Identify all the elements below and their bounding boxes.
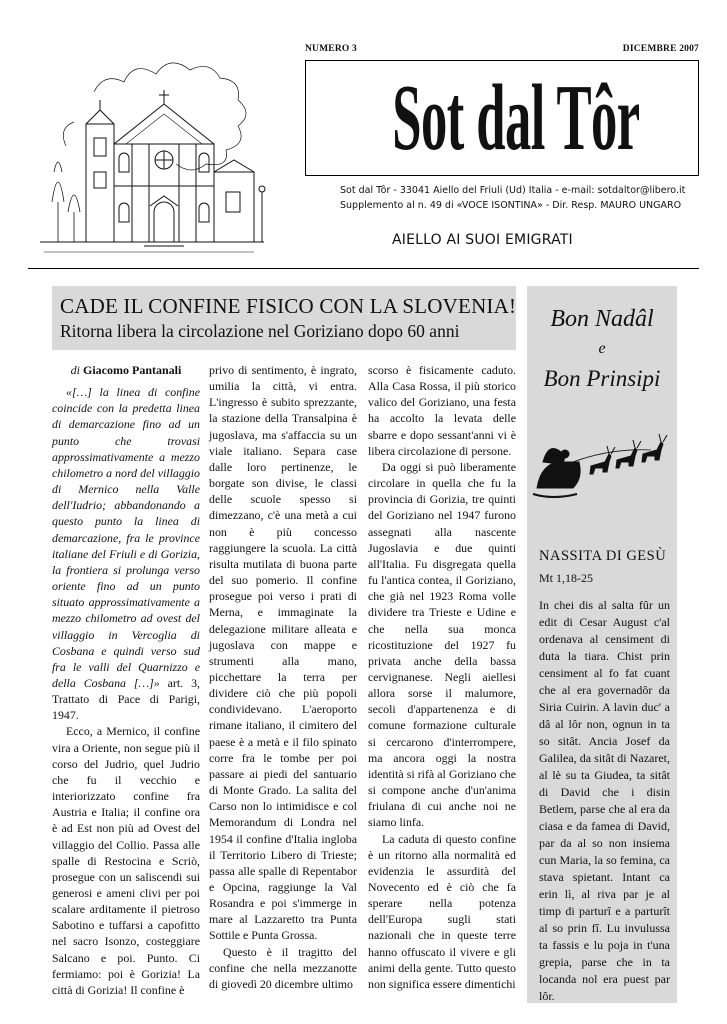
quote-text: «[…] la linea di confine coincide con la predetta linea di demarcazione fino ad un punto che trovasi approssimativamente a mezzo chilometro a nord del villaggio di Mernico nella Valle dell'Iudrio; abbandonando a questo punto la linea di demarcazione, fra le province italiane del Friuli e di Gorizia, la frontiera si prolunga verso oriente fino ad un punto situato approssimativamente a mezzo chilometro ad ovest del villaggio in Vercoglia di Cosbana e quindi verso sud fra le valli del Quarnizzo e della Cosbana […]»	[52, 385, 200, 690]
sidebar	[527, 286, 677, 1003]
article-column-1	[52, 362, 200, 998]
article-subheadline: Ritorna libera la circolazione nel Goriziano dopo 60 anni	[60, 321, 460, 341]
tagline: AIELLO AI SUOI EMIGRATI	[392, 232, 573, 248]
article-column-2	[209, 362, 357, 992]
article-headline: CADE IL CONFINE FISICO CON LA SLOVENIA!	[60, 294, 517, 318]
church-illustration	[34, 52, 274, 262]
article-quote	[52, 384, 200, 723]
sleigh-illustration	[531, 428, 677, 508]
issue-date: DICEMBRE 2007	[622, 44, 699, 54]
scripture-reference: Mt 1,18-25	[539, 571, 593, 585]
masthead	[305, 60, 699, 176]
greeting-line: Bon Prinsipi	[543, 366, 661, 391]
newspaper-title: Sot dal Tôr	[392, 66, 640, 170]
greeting-line: e	[598, 340, 606, 357]
article-paragraph: Da oggi si può liberamente circolare in quella che fu la provincia di Gorizia, tre quinti del Goriziano nel 1947 furono assegnati alla nascente Jugoslavia e due quinti all'Italia. Fu disgregata quella fu l'antica contea, il Goriziano, che già nel 1923 Roma volle dividere tra Trieste e Udine e che nella sua monca ricostituzione del 1927 fu privata anche della bassa cervignanese. Negli aiellesi allora sorse il malumore, secoli d'appartenenza e di comune formazione culturale si cercarono d'interrompere, ma ancora oggi la nostra identità si rifà al Goriziano che si compone anche d'un'anima friulana di cui anche noi ne siamo linfa.	[368, 459, 516, 830]
byline-prefix: di	[70, 363, 80, 377]
byline	[52, 362, 200, 378]
issue-number: NUMERO 3	[305, 44, 357, 54]
article-paragraph: scorso è fisicamente caduto. Alla Casa Rossa, il più storico valico del Goriziano, una festa ha accolto la levata delle sbarre e dopo sessant'anni vi è libera circolazione di persone.	[368, 363, 516, 458]
section-title: NASSITA DI GESÙ	[539, 548, 667, 564]
quote-source: art. 3, Trattato di Pace di Parigi, 1947.	[52, 675, 200, 723]
article-paragraph: Ecco, a Mernico, il confine vira a Oriente, non segue più il corso del Judrio, quel Judrio che fu il vecchio e interiorizzato confine fra Austria e Italia; il confine ora è ad Est non più ad Ovest del villaggio del Collio. Passa alle spalle di Restocina e Scriò, prosegue con un saliscendi sui generosi e ameni clivi per poi scalare arditamente il pietroso Sabotino e tuffarsi a capofitto nel sacro Isonzo, costeggiare Salcano e poi. Punto. Ci fermiamo: poi è Gorizia! La città di Gorizia! Il confine è	[52, 724, 200, 997]
nativity-text: In chei dis al salta fûr un edit di Cesar August c'al ordenava al censiment di duta la tiara. Chist prin censiment al fo fat cuant che al era governadôr da Siria Cuirin. A lavin duc' a dâ al lôr non, ognun in ta so sitât. Ancia Josef da Galilea, da sitât di Nazaret, al lè su ta Giudea, ta sitât di David che i disin Betlem, parse che al era da ciasa e da famea di David, par da al so non insiema cun Maria, la so femina, ca stava spietant. Intant ca erin lì, al riva par je al timp di parturî e a parturît al so prin fî. Lu invulussa ta fassis e lu poja in t'una grepia, parse che in ta locanda nol era puest par lôr.	[539, 598, 670, 1003]
imprint-line: Supplemento al n. 49 di «VOCE ISONTINA» - Dir. Resp. MAURO UNGARO	[340, 200, 682, 211]
greeting-line: Bon Nadâl	[550, 306, 654, 332]
article-paragraph: privo di sentimento, è ingrato, umilia la città, vi entra. L'ingresso è subito sprezzante, la stazione della Transalpina è jugoslava, ma s'affaccia su un viale italiano. Separa case dalle loro pertinenze, le borgate son divise, le classi delle scuole spesso si dimezzano, c'è una metà a cui non è più concesso raggiungere la scuola. La città risulta mutilata di buona parte del suo pomerio. Il confine prosegue poi verso i prati di Merna, e immaginate la delegazione militare alleata e jugoslava con mappe e strumenti alla mano, picchettare la terra per dividere ciò che più popoli condividevano. L'aeroporto rimane italiano, il cimitero del paese è a metà e il filo spinato corre fra le tombe per poi passare ai piedi del santuario di Monte Grado. La salita del Carso non lo intimidisce e col Memorandum di Londra nel 1954 il confine d'Italia ingloba il Territorio Libero di Trieste; passa alle spalle di Repentabor e Opcina, raggiunge la Val Rosandra e poi s'immerge in mare al Lazzaretto tra Punta Sottile e Punta Grossa.	[209, 363, 357, 943]
article-paragraph: Questo è il tragitto del confine che nella mezzanotte di giovedì 20 dicembre ultimo	[209, 944, 357, 991]
imprint-line: Sot dal Tôr - 33041 Aiello del Friuli (Ud) Italia - e-mail: sotdaltor@libero.it	[340, 185, 686, 196]
article-column-3	[368, 362, 516, 992]
author-name: Giacomo Pantanali	[83, 363, 182, 377]
article-paragraph: La caduta di questo confine è un ritorno alla normalità ed evidenzia le assurdità del Novecento ed è ciò che fa sperare nella potenza dell'Europa sugli stati nazionali che in queste terre hanno offuscato il vivere e gli animi della gente. Tutto questo non significa essere dimentichi	[368, 831, 516, 991]
header-divider	[28, 268, 699, 269]
headline-box	[52, 286, 516, 350]
